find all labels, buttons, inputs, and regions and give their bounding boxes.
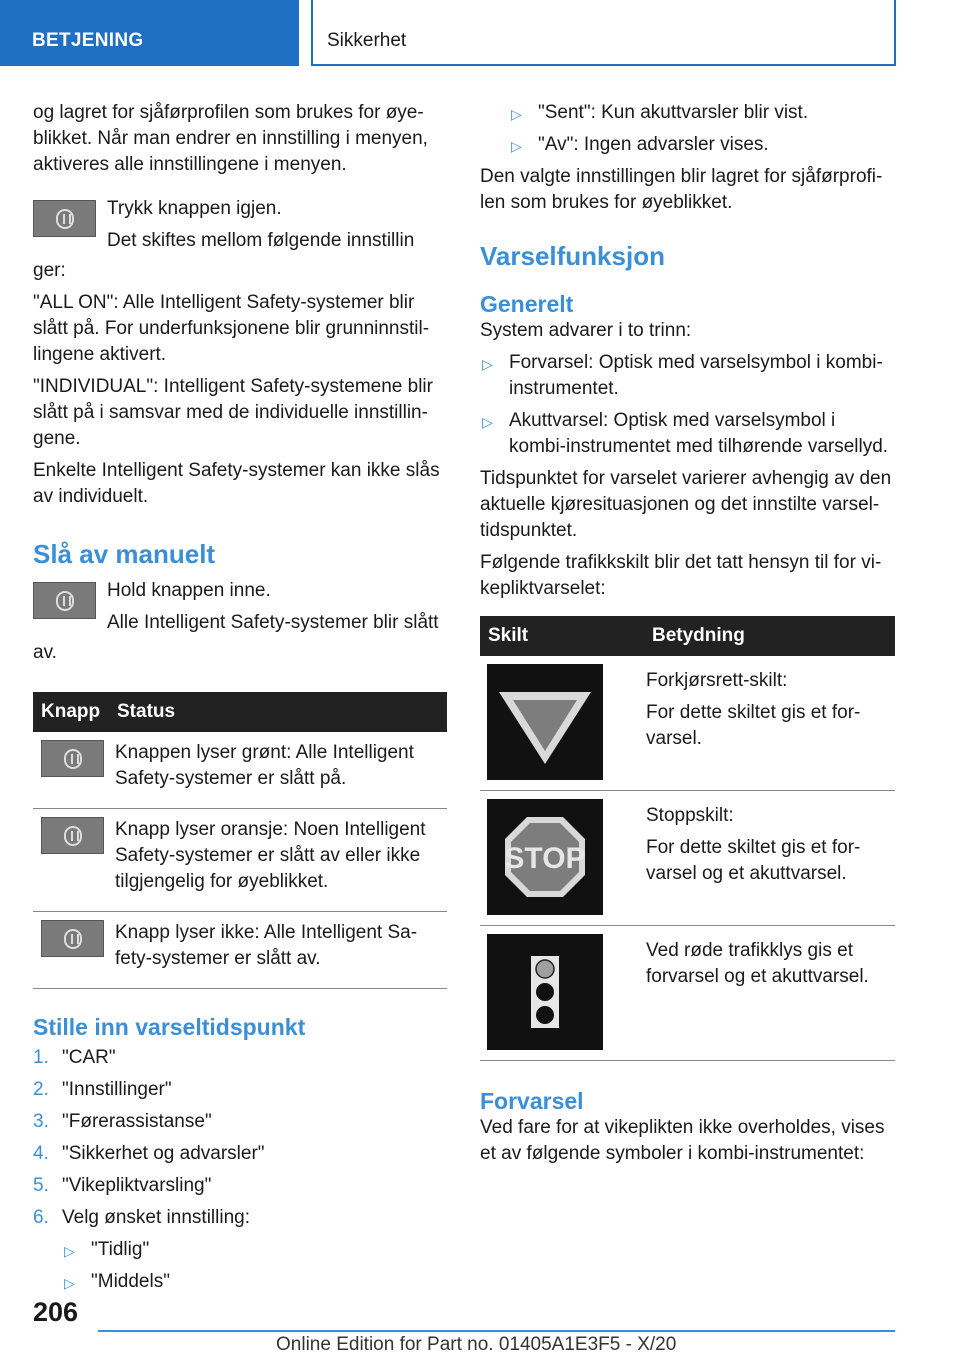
table-row [33,809,447,912]
table-row [33,912,447,989]
sub-option: ▷ "Tidlig" [62,1237,447,1263]
button-status-table [33,692,447,989]
heading-general: Generelt [480,291,574,317]
table-header-meaning: Betydning [644,616,895,656]
right-column [480,100,895,1173]
sub-option: ▷ "Middels" [62,1269,447,1295]
traffic-signs-table [480,616,895,1061]
list-item: ▷ Akuttvarsel: Optisk med varselsymbol i kombi-instrumentet med tilhørende varsellyd. [482,410,889,457]
stop-sign-icon [487,799,603,915]
triangle-bullet-icon: ▷ [482,414,493,430]
footer-divider [98,1330,895,1332]
safety-button-orange-icon [41,817,104,854]
safety-button-off-icon [41,920,104,957]
yield-sign-icon [487,664,603,780]
prewarning-paragraph: Ved fare for at vikeplikten ikke overholdes, vises et av følgende symboler i kombi-instrumentet: [480,1117,885,1164]
left-column [33,100,447,1301]
status-text: Knapp lyser oransje: Noen Intelligent Safety-systemer er slått av eller ikke tilgjengelig for øyeblikket. [109,809,447,912]
sign-meaning-text: For dette skiltet gis et forvarsel. [646,702,861,749]
steps-list [33,1045,447,1295]
individual-paragraph: "INDIVIDUAL": Intelligent Safety-systemene blir slått på i samsvar med de individuelle innstillingene. [33,376,433,449]
hold-button-text: Hold knappen inne. [107,580,271,601]
safety-button-icon [33,582,96,619]
table-row [480,926,895,1061]
list-item: ▷ Forvarsel: Optisk med varselsymbol i kombiinstrumentet. [482,352,883,399]
sub-option: ▷ "Av": Ingen advarsler vises. [509,132,895,158]
heading-prewarning: Forvarsel [480,1088,584,1114]
all-off-text-start: Alle Intelligent Safety-systemer blir slått [107,612,439,633]
intro-paragraph: og lagret for sjåførprofilen som brukes for øyeblikket. Når man endrer en innstilling i menyen, aktiveres alle innstillingene i menyen. [33,102,428,175]
heading-manual-off: Slå av manuelt [33,539,216,569]
safety-button-green-icon [41,740,104,777]
all-on-paragraph: "ALL ON": Alle Intelligent Safety-systemer blir slått på. For underfunksjonene blir grunninnstillingene aktivert. [33,292,430,365]
some-systems-paragraph: Enkelte Intelligent Safety-systemer kan ikke slås av individuelt. [33,460,440,507]
sign-meaning-title: Forkjørsrett-skilt: [646,670,788,691]
page-number: 206 [33,1297,79,1327]
press-again-block [33,196,447,258]
status-text: Knappen lyser grønt: Alle Intelligent Safety-systemer er slått på. [109,732,447,809]
switch-text-start: Det skiftes mellom følgende innstillin [107,230,415,251]
triangle-bullet-icon: ▷ [511,138,522,154]
saved-paragraph: Den valgte innstillingen blir lagret for sjåførprofilen som brukes for øyeblikket. [480,166,883,213]
heading-warning-timing: Stille inn varseltidspunkt [33,1014,306,1040]
two-steps-text: System advarer i to trinn: [480,320,692,341]
chapter-title: Sikkerhet [327,30,407,51]
triangle-bullet-icon: ▷ [64,1275,75,1291]
list-item: 5. "Vikepliktvarsling" [33,1175,212,1196]
all-off-text-end: av. [33,642,57,663]
list-item: 3. "Førerassistanse" [33,1111,212,1132]
section-tab [0,0,299,66]
triangle-bullet-icon: ▷ [64,1243,75,1259]
traffic-light-icon [487,934,603,1050]
section-title: BETJENING [32,30,144,51]
stop-sign-text: STOP [504,842,586,875]
list-item: 6. Velg ønsket innstilling: [33,1207,250,1228]
triangle-bullet-icon: ▷ [482,356,493,372]
edition-text: Online Edition for Part no. 01405A1E3F5 - X/20 [276,1334,677,1355]
triangle-bullet-icon: ▷ [511,106,522,122]
press-again-text: Trykk knappen igjen. [107,198,282,219]
table-header-status: Status [109,692,447,732]
hold-button-block [33,578,447,640]
sign-meaning-text: Ved røde trafikklys gis et forvarsel og et akuttvarsel. [646,940,869,987]
table-header-button: Knapp [33,692,109,732]
switch-text-end: ger: [33,260,66,281]
table-header-sign: Skilt [480,616,644,656]
list-item: 2. "Innstillinger" [33,1079,172,1100]
table-row [33,732,447,809]
list-item: 1. "CAR" [33,1047,116,1068]
table-row [480,656,895,791]
heading-warning-function: Varselfunksjon [480,241,665,271]
chapter-tab [311,0,896,66]
safety-button-icon [33,200,96,237]
status-text: Knapp lyser ikke: Alle Intelligent Safety-systemer er slått av. [109,912,447,989]
sign-meaning-title: Stoppskilt: [646,805,734,826]
signs-paragraph: Følgende trafikkskilt blir det tatt hensyn til for vikepliktvarselet: [480,552,882,599]
timing-paragraph: Tidspunktet for varselet varierer avhengig av den aktuelle kjøresituasjonen og det innstilte varseltidspunktet. [480,468,892,541]
sign-meaning-text: For dette skiltet gis et forvarsel og et akuttvarsel. [646,837,861,884]
list-item: 4. "Sikkerhet og advarsler" [33,1143,265,1164]
table-row [480,791,895,926]
sub-option: ▷ "Sent": Kun akuttvarsler blir vist. [509,100,895,126]
